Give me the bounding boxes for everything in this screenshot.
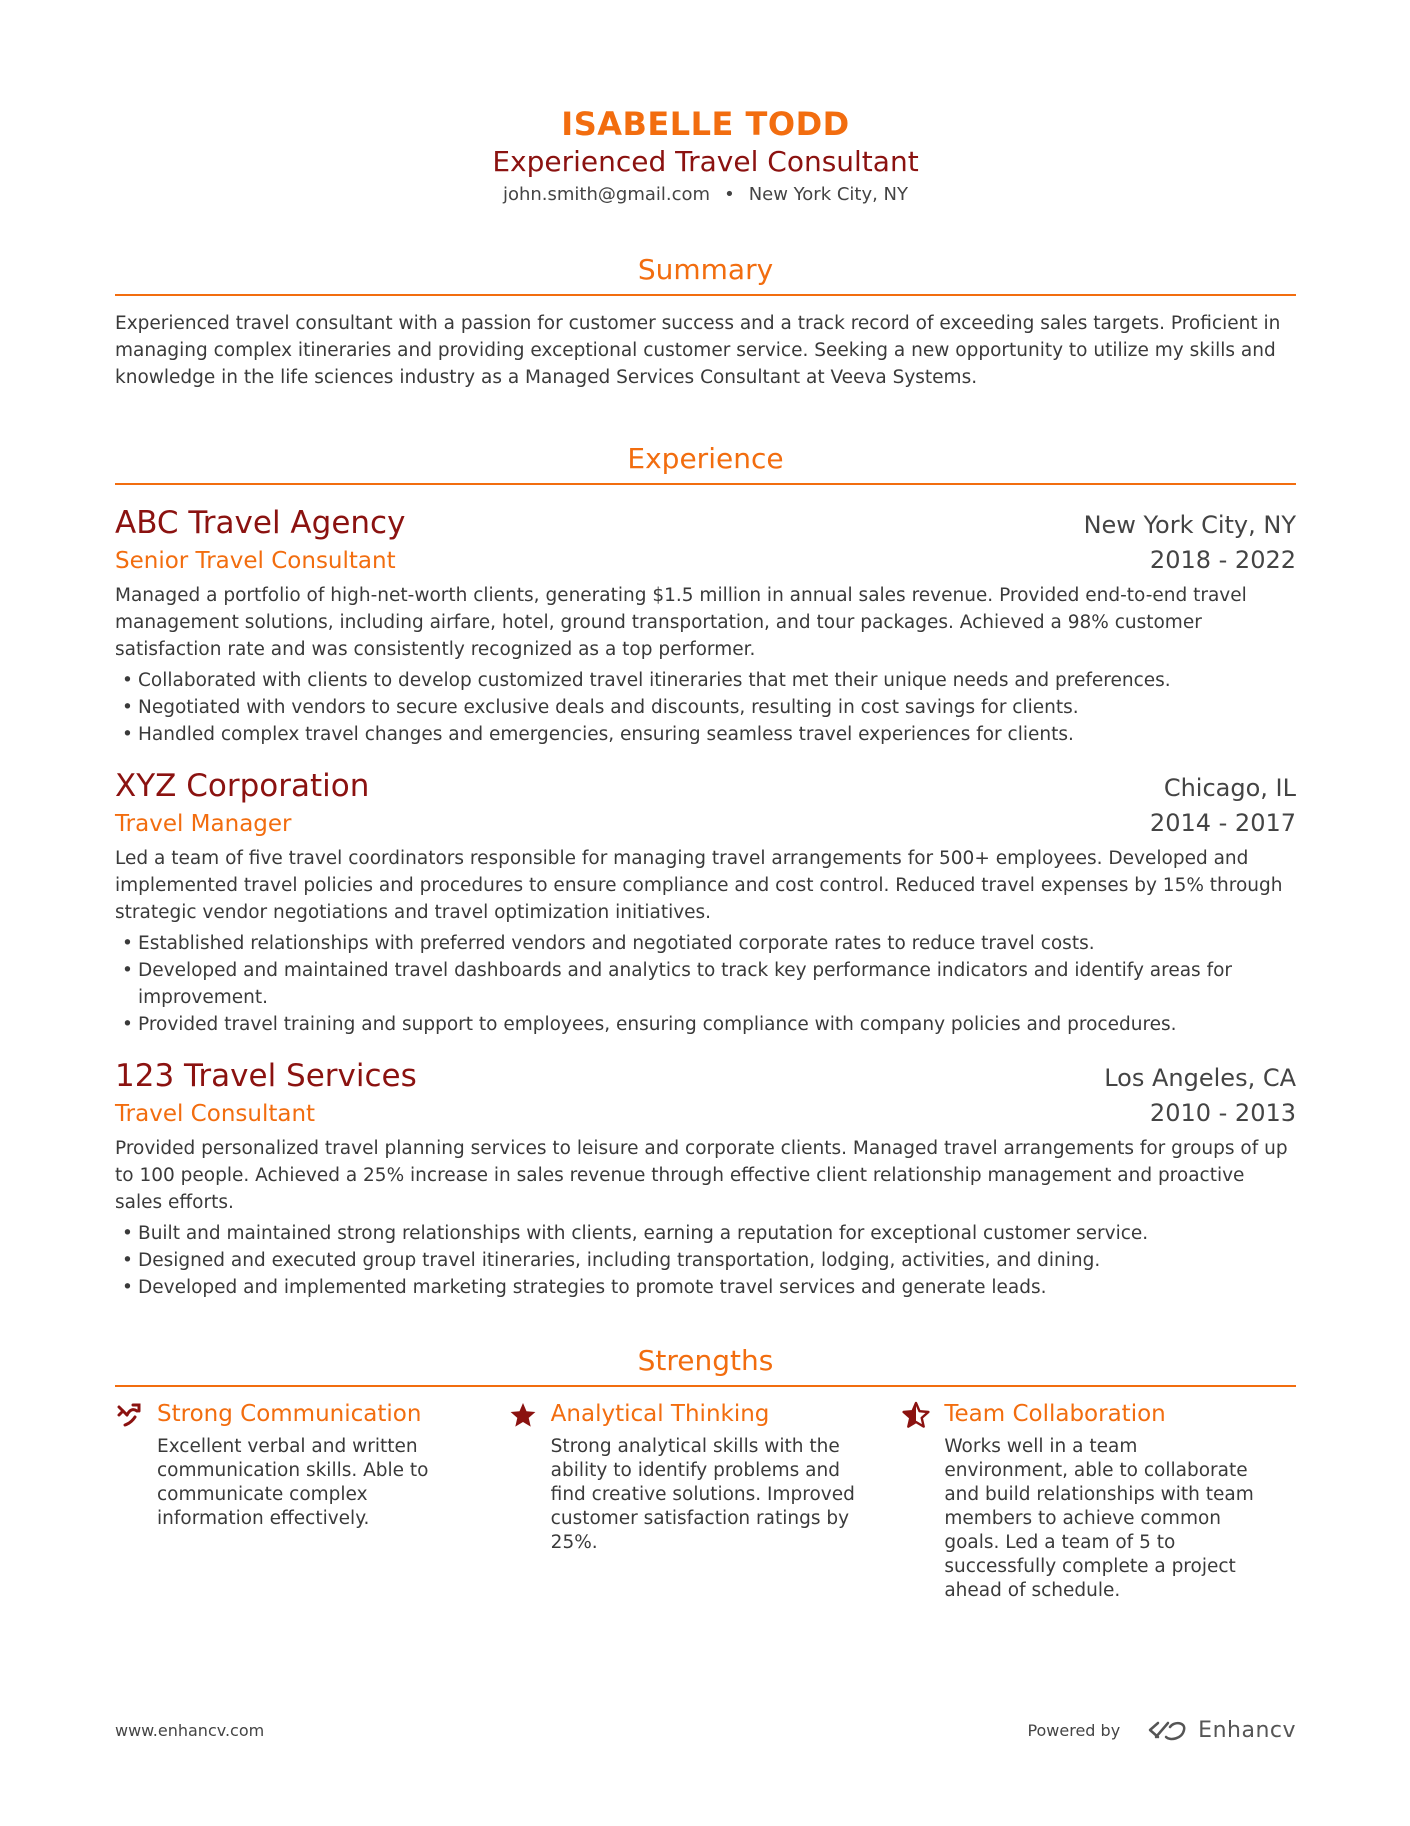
strength-item: [509, 1397, 903, 1603]
strength-description: Strong analytical skills with the ability to identify problems and find creative solutions. Improved customer satisfaction ratings by 25%.: [550, 1436, 855, 1553]
job-bullet: • Provided travel training and support to employees, ensuring compliance with company policies and procedures.: [115, 1011, 1296, 1038]
star-icon: [509, 1397, 551, 1603]
job-bullet: • Negotiated with vendors to secure exclusive deals and discounts, resulting in cost savings for clients.: [115, 694, 1296, 721]
job-location: New York City, NY: [1083, 511, 1296, 539]
job-entry: [115, 766, 1296, 1038]
job-bullets: [115, 667, 1296, 748]
job-bullet: • Developed and implemented marketing strategies to promote travel services and generate leads.: [115, 1274, 1296, 1301]
candidate-name: ISABELLE TODD: [561, 105, 850, 143]
summary-text: Experienced travel consultant with a passion for customer success and a track record of exceeding sales targets. Proficient in managing complex itineraries and providing exceptional customer service. Seeking a new opportunity to utilize my skills and knowledge in the life sciences industry as a Managed Services Consultant at Veeva Systems.: [115, 313, 1281, 388]
job-bullet: • Developed and maintained travel dashboards and analytics to track key performance indicators and identify areas for improvement.: [115, 957, 1296, 1011]
job-position: Travel Manager: [115, 811, 292, 837]
job-company: 123 Travel Services: [115, 1058, 417, 1094]
job-bullet: • Built and maintained strong relationships with clients, earning a reputation for exceptional customer service.: [115, 1220, 1296, 1247]
strength-title: Analytical Thinking: [550, 1401, 770, 1427]
resume-header: [115, 0, 1296, 208]
job-position: Senior Travel Consultant: [115, 548, 396, 574]
job-dates: 2014 - 2017: [1149, 809, 1296, 837]
strength-item: [902, 1397, 1296, 1603]
job-position: Travel Consultant: [115, 1101, 316, 1127]
job-entry: [115, 503, 1296, 748]
strength-description: Works well in a team environment, able to collaborate and build relationships with team members to achieve common goals. Led a team of 5 to successfully complete a project ahead of schedule.: [944, 1436, 1254, 1601]
job-company: XYZ Corporation: [115, 768, 370, 804]
experience-heading: Experience: [115, 441, 1296, 485]
strength-title: Strong Communication: [157, 1401, 422, 1427]
star-half-icon: [902, 1397, 944, 1603]
contact-separator: •: [724, 184, 735, 205]
job-description: Provided personalized travel planning services to leisure and corporate clients. Managed travel arrangements for groups of up to 100 people. Achieved a 25% increase in sales revenue through effective client relationship management and proactive sales efforts.: [115, 1138, 1288, 1213]
communication-icon: [115, 1397, 157, 1603]
strength-description: Excellent verbal and written communication skills. Able to communicate complex information effectively.: [157, 1436, 429, 1529]
enhancv-logo-icon: [1146, 1719, 1190, 1741]
contact-email[interactable]: john.smith@gmail.com: [502, 184, 711, 205]
job-description: Managed a portfolio of high-net-worth clients, generating $1.5 million in annual sales revenue. Provided end-to-end travel management solutions, including airfare, hotel, ground transportation, and tour packages. Achieved a 98% customer satisfaction rate and was consistently recognized as a top performer.: [115, 585, 1247, 660]
brand-logo[interactable]: [1146, 1718, 1296, 1743]
job-bullet: • Collaborated with clients to develop customized travel itineraries that met their unique needs and preferences.: [115, 667, 1296, 694]
job-dates: 2018 - 2022: [1149, 546, 1296, 574]
job-company: ABC Travel Agency: [115, 505, 406, 541]
page-footer: [115, 1715, 1296, 1745]
job-bullets: [115, 930, 1296, 1038]
strengths-list: [115, 1397, 1296, 1603]
brand-name: Enhancv: [1198, 1717, 1296, 1743]
powered-by-label: Powered by: [1027, 1720, 1121, 1740]
footer-url[interactable]: www.enhancv.com: [115, 1720, 265, 1740]
summary-heading: Summary: [115, 252, 1296, 296]
candidate-title: Experienced Travel Consultant: [492, 145, 919, 178]
contact-location: New York City, NY: [748, 184, 909, 205]
job-bullet: • Designed and executed group travel itineraries, including transportation, lodging, activities, and dining.: [115, 1247, 1296, 1274]
resume-page: [115, 0, 1296, 1603]
strengths-heading: Strengths: [115, 1343, 1296, 1387]
job-bullet: • Handled complex travel changes and emergencies, ensuring seamless travel experiences for clients.: [115, 721, 1296, 748]
job-bullets: [115, 1220, 1296, 1301]
strength-title: Team Collaboration: [944, 1401, 1166, 1427]
job-location: Los Angeles, CA: [1104, 1064, 1296, 1092]
strength-item: [115, 1397, 509, 1603]
job-location: Chicago, IL: [1163, 774, 1296, 802]
job-description: Led a team of five travel coordinators responsible for managing travel arrangements for 500+ employees. Developed and implemented travel policies and procedures to ensure compliance and cost control. Reduced travel expenses by 15% through strategic vendor negotiations and travel optimization initiatives.: [115, 848, 1283, 923]
job-bullet: • Established relationships with preferred vendors and negotiated corporate rates to reduce travel costs.: [115, 930, 1296, 957]
job-dates: 2010 - 2013: [1149, 1099, 1296, 1127]
job-entry: [115, 1056, 1296, 1301]
contact-line: [115, 182, 1296, 208]
